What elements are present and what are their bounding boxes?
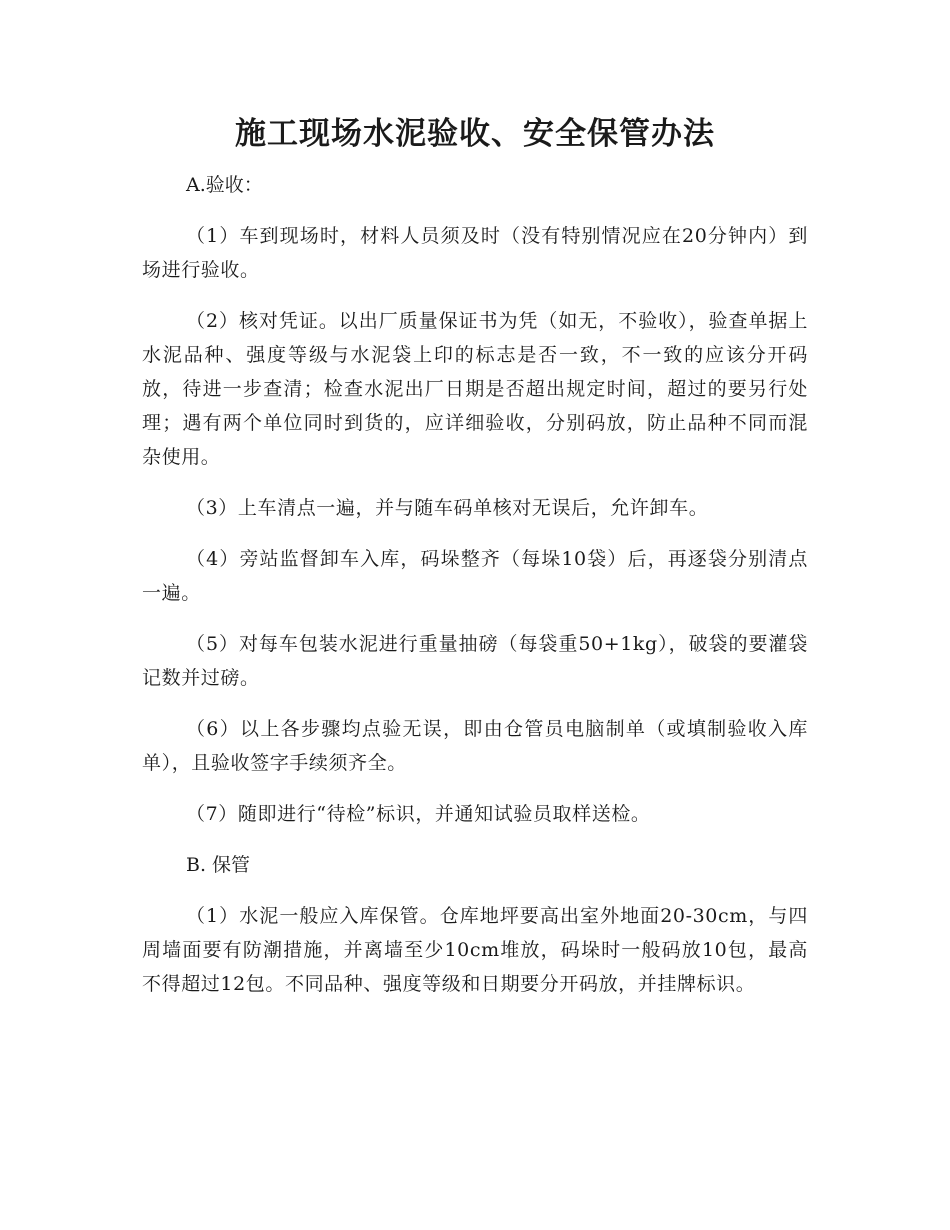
- paragraph-a3: （3）上车清点一遍，并与随车码单核对无误后，允许卸车。: [186, 497, 709, 519]
- section-a-heading: A.验收：: [186, 174, 263, 196]
- paragraph-a6: （6）以上各步骤均点验无误，即由仓管员电脑制单（或填制验收入库单），且验收签字手续须齐全。: [142, 718, 808, 774]
- document-title: 施工现场水泥验收、安全保管办法: [235, 116, 715, 152]
- paragraph-a5: （5）对每车包装水泥进行重量抽磅（每袋重50+1kg），破袋的要灌袋记数并过磅。: [142, 633, 808, 689]
- paragraph-a4: （4）旁站监督卸车入库，码垛整齐（每垛10袋）后，再逐袋分别清点一遍。: [142, 548, 808, 604]
- paragraph-b1: （1）水泥一般应入库保管。仓库地坪要高出室外地面20-30cm，与四周墙面要有防潮措施，并离墙至少10cm堆放，码垛时一般码放10包，最高不得超过12包。不同品种、强度等级和日期要分开码放，并挂牌标识。: [142, 905, 808, 995]
- paragraph-a2: （2）核对凭证。以出厂质量保证书为凭（如无，不验收），验查单据上水泥品种、强度等级与水泥袋上印的标志是否一致，不一致的应该分开码放，待进一步查清；检查水泥出厂日期是否超出规定时间，超过的要另行处理；遇有两个单位同时到货的，应详细验收，分别码放，防止品种不同而混杂使用。: [142, 310, 808, 468]
- document-body: [142, 168, 808, 1018]
- paragraph-a1: （1）车到现场时，材料人员须及时（没有特别情况应在20分钟内）到场进行验收。: [142, 225, 808, 281]
- section-b-heading: B. 保管: [186, 854, 251, 876]
- paragraph-a7: （7）随即进行“待检”标识，并通知试验员取样送检。: [186, 803, 651, 825]
